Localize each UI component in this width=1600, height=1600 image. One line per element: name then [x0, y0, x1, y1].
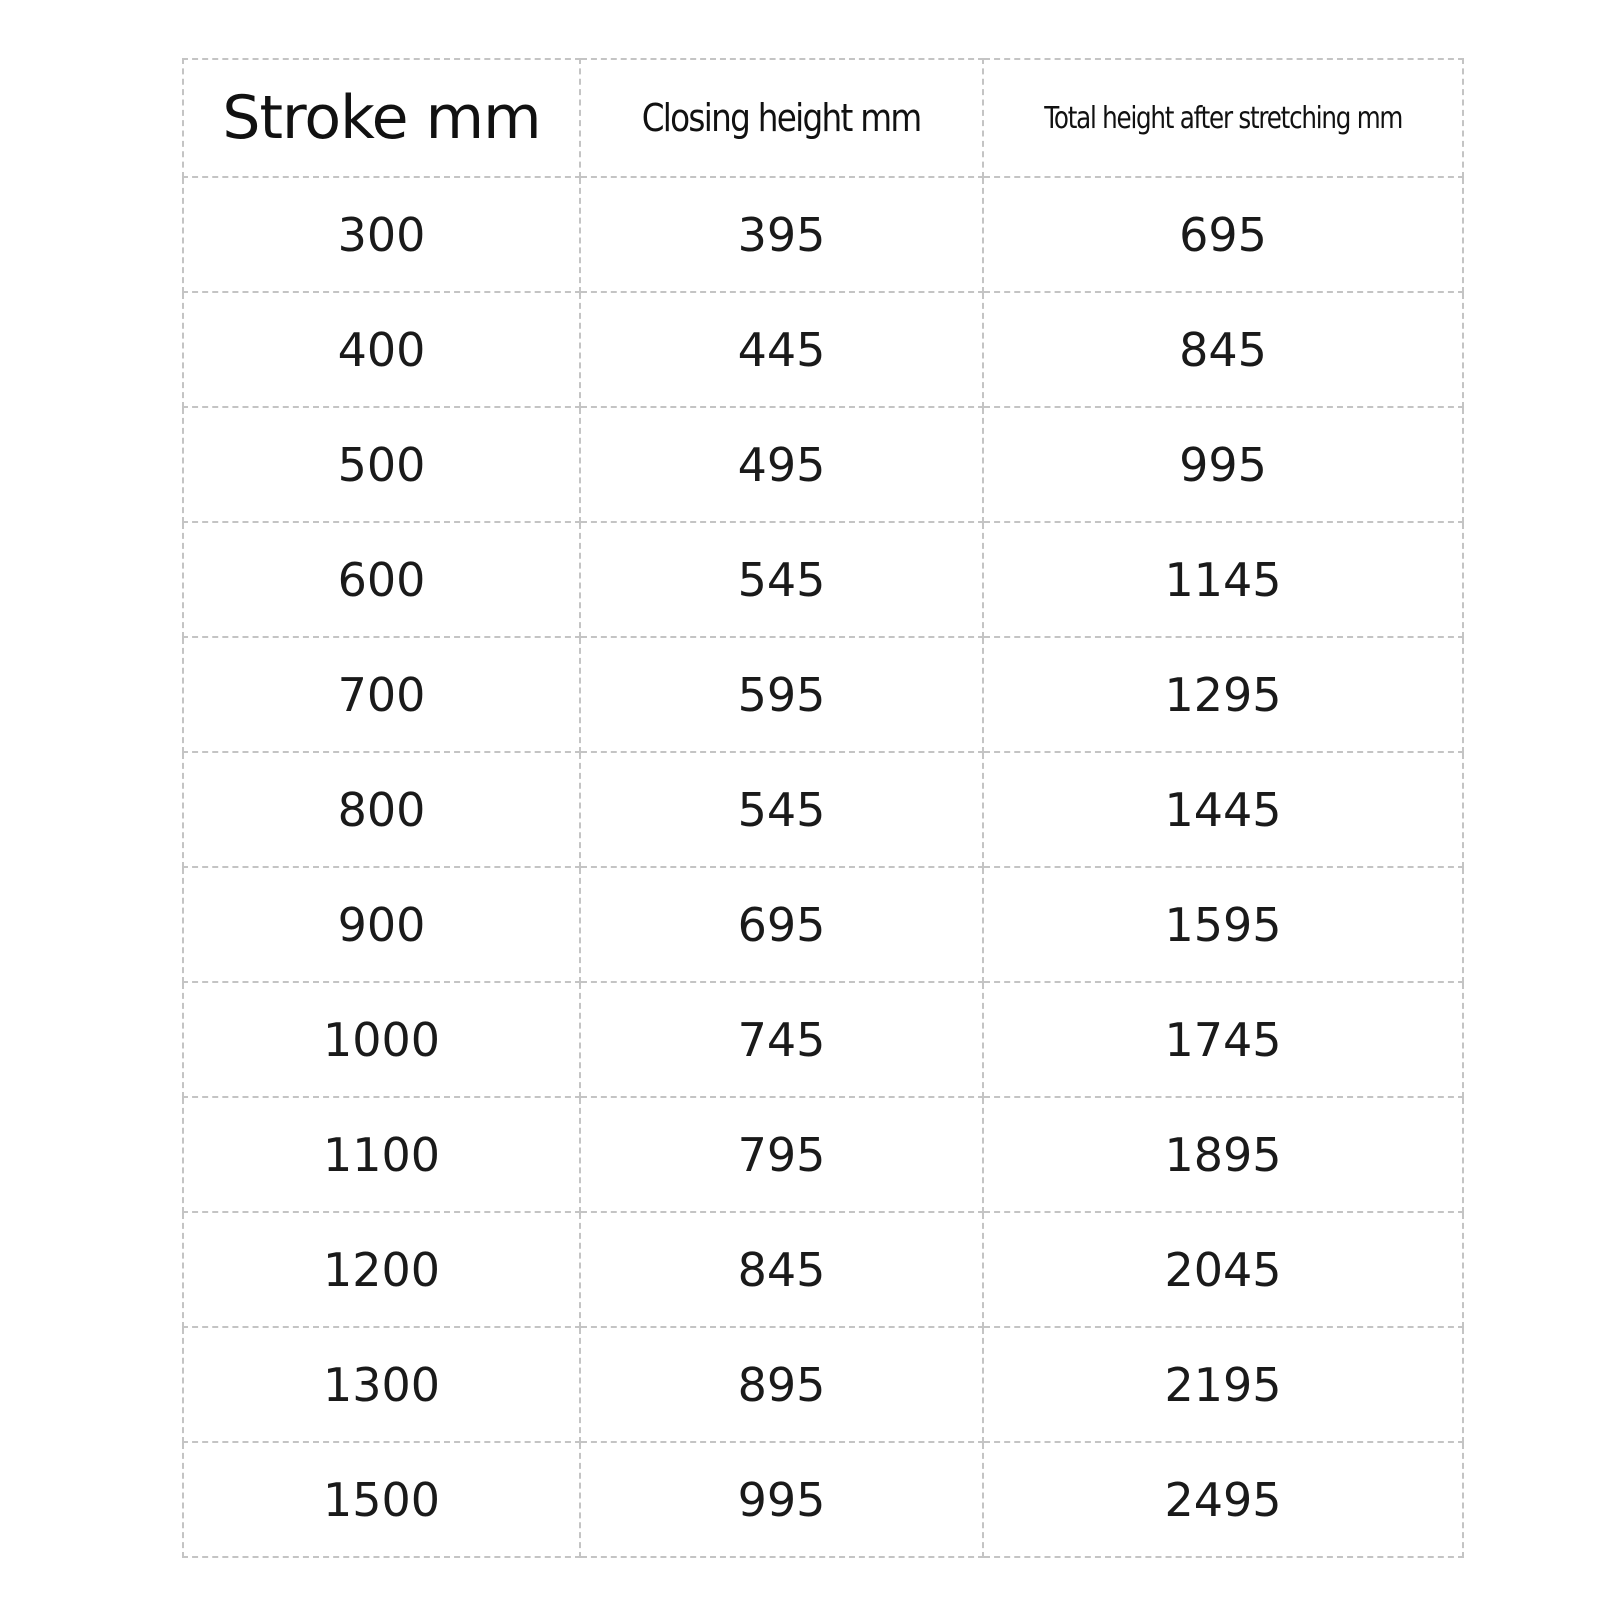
header-total-height-label: Total height after stretching mm — [1044, 100, 1402, 136]
stroke-cell: 1200 — [183, 1212, 580, 1327]
stroke-cell: 1000 — [183, 982, 580, 1097]
stroke-cell: 1500 — [183, 1442, 580, 1557]
total-height-cell: 1445 — [983, 752, 1463, 867]
spec-table — [182, 58, 1464, 1558]
closing-height-cell: 545 — [580, 752, 983, 867]
total-height-cell: 1895 — [983, 1097, 1463, 1212]
table-row — [183, 522, 1463, 637]
closing-height-cell: 745 — [580, 982, 983, 1097]
closing-height-cell: 895 — [580, 1327, 983, 1442]
closing-height-cell: 545 — [580, 522, 983, 637]
closing-height-cell: 595 — [580, 637, 983, 752]
spec-table-container — [182, 58, 1462, 1558]
stroke-cell: 600 — [183, 522, 580, 637]
header-stroke-label: Stroke mm — [222, 83, 541, 153]
closing-height-cell: 395 — [580, 177, 983, 292]
header-total-height — [983, 59, 1463, 177]
table-row — [183, 867, 1463, 982]
total-height-cell: 2045 — [983, 1212, 1463, 1327]
closing-height-cell: 795 — [580, 1097, 983, 1212]
table-row — [183, 637, 1463, 752]
total-height-cell: 1745 — [983, 982, 1463, 1097]
stroke-cell: 500 — [183, 407, 580, 522]
total-height-cell: 2195 — [983, 1327, 1463, 1442]
table-row — [183, 1212, 1463, 1327]
total-height-cell: 2495 — [983, 1442, 1463, 1557]
table-row — [183, 177, 1463, 292]
table-row — [183, 1097, 1463, 1212]
total-height-cell: 1595 — [983, 867, 1463, 982]
total-height-cell: 695 — [983, 177, 1463, 292]
closing-height-cell: 495 — [580, 407, 983, 522]
header-row — [183, 59, 1463, 177]
closing-height-cell: 445 — [580, 292, 983, 407]
stroke-cell: 400 — [183, 292, 580, 407]
table-row — [183, 752, 1463, 867]
stroke-cell: 900 — [183, 867, 580, 982]
table-row — [183, 407, 1463, 522]
table-row — [183, 292, 1463, 407]
closing-height-cell: 995 — [580, 1442, 983, 1557]
stroke-cell: 300 — [183, 177, 580, 292]
table-row — [183, 1327, 1463, 1442]
stroke-cell: 800 — [183, 752, 580, 867]
total-height-cell: 1145 — [983, 522, 1463, 637]
closing-height-cell: 845 — [580, 1212, 983, 1327]
table-row — [183, 982, 1463, 1097]
closing-height-cell: 695 — [580, 867, 983, 982]
stroke-cell: 1100 — [183, 1097, 580, 1212]
header-closing-height — [580, 59, 983, 177]
header-closing-height-label: Closing height mm — [642, 96, 921, 140]
stroke-cell: 1300 — [183, 1327, 580, 1442]
stroke-cell: 700 — [183, 637, 580, 752]
table-row — [183, 1442, 1463, 1557]
total-height-cell: 1295 — [983, 637, 1463, 752]
total-height-cell: 845 — [983, 292, 1463, 407]
total-height-cell: 995 — [983, 407, 1463, 522]
header-stroke — [183, 59, 580, 177]
